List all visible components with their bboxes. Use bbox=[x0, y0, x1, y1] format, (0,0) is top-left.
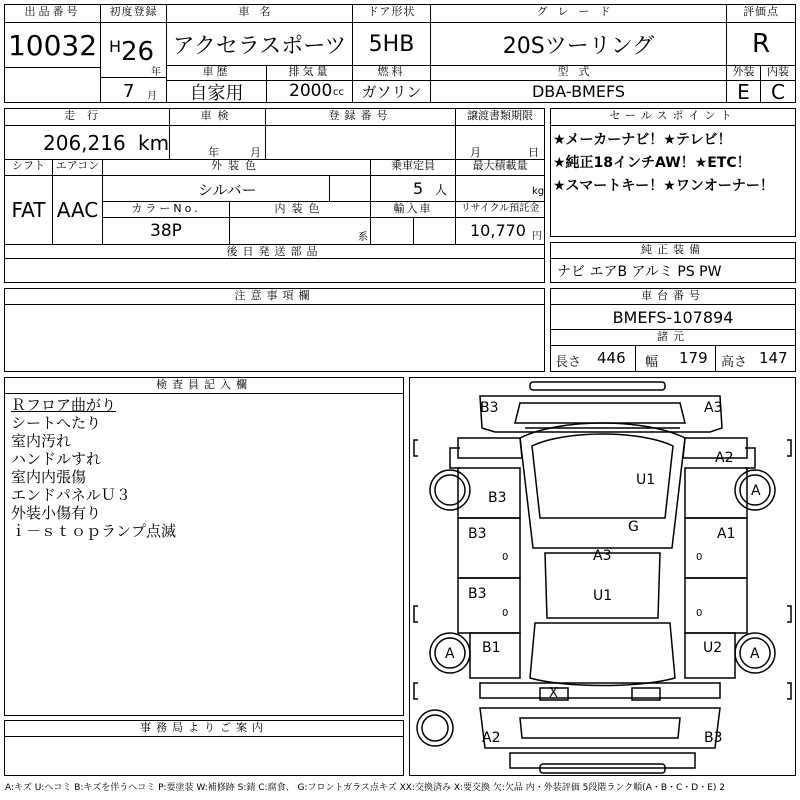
mark-a-wheel-right-top: A bbox=[751, 483, 761, 499]
recycle-label: リサイクル預託金 bbox=[456, 202, 544, 218]
ac-value: AAC bbox=[53, 176, 103, 244]
width-label: 幅 bbox=[645, 355, 659, 370]
mileage-unit: km bbox=[138, 131, 170, 155]
recycle-value: 10,770 bbox=[470, 221, 526, 240]
mileage-label: 走行 bbox=[5, 109, 170, 126]
color-label: 外装色 bbox=[103, 159, 371, 176]
disp-label: 排気量 bbox=[267, 65, 353, 81]
office-box bbox=[4, 720, 404, 776]
transfer-month-unit: 月 bbox=[470, 146, 481, 159]
chassis-value: BMEFS-107894 bbox=[551, 305, 795, 330]
inspector-line-4: ハンドルすれ bbox=[11, 450, 102, 468]
mark-u2: U2 bbox=[703, 640, 723, 656]
mark-a3-top-right: A3 bbox=[704, 400, 723, 416]
inspection-label: 車検 bbox=[170, 109, 266, 126]
length-value: 446 bbox=[597, 349, 626, 367]
capacity-value: 5 bbox=[413, 179, 424, 198]
chassis-label: 車台番号 bbox=[551, 289, 795, 305]
lot-label: 出品番号 bbox=[5, 5, 101, 23]
lot-number: 10032 bbox=[5, 23, 101, 67]
header-box bbox=[4, 4, 796, 103]
first-reg-label: 初度登録 bbox=[101, 5, 167, 23]
recycle-cell bbox=[456, 218, 544, 244]
inspector-line-5: 室内内張傷 bbox=[11, 468, 87, 486]
shift-label: シフト bbox=[5, 159, 53, 176]
detail-box bbox=[4, 108, 545, 283]
mark-u1-center: U1 bbox=[593, 588, 613, 604]
mark-b3-left: B3 bbox=[488, 490, 507, 506]
inspector-label: 検査員記入欄 bbox=[5, 378, 403, 394]
door-label: ドア形状 bbox=[353, 5, 431, 23]
dims-row bbox=[551, 346, 795, 371]
intcolor-unit: 系 bbox=[358, 232, 368, 243]
mark-zero-2: 0 bbox=[502, 608, 509, 619]
mark-a1: A1 bbox=[717, 526, 736, 542]
ext-grade: E bbox=[727, 81, 761, 102]
capacity-label: 乗車定員 bbox=[371, 159, 456, 176]
mileage-value: 206,216 bbox=[43, 131, 126, 155]
era: H bbox=[109, 37, 122, 56]
chassis-box bbox=[550, 288, 796, 372]
intcolor-label: 内装色 bbox=[230, 202, 371, 218]
disp-cell bbox=[267, 81, 353, 102]
model-value: DBA-BMEFS bbox=[431, 81, 727, 102]
mark-b3-mid-left: B3 bbox=[468, 526, 487, 542]
notes-label: 注意事項欄 bbox=[5, 289, 544, 305]
first-reg-cell bbox=[101, 23, 167, 102]
import-label: 輸入車 bbox=[371, 202, 456, 218]
mark-b3-lower-left: B3 bbox=[468, 586, 487, 602]
insp-month-unit: 月 bbox=[250, 146, 261, 159]
width-value: 179 bbox=[679, 349, 708, 367]
history-value: 自家用 bbox=[167, 81, 267, 102]
car-name: アクセラスポーツ bbox=[167, 23, 353, 65]
car-diagram bbox=[409, 377, 796, 776]
mark-zero-1: 0 bbox=[502, 552, 509, 563]
equipment-box bbox=[550, 242, 796, 283]
reg-cell bbox=[266, 126, 456, 159]
car-outline-diagram bbox=[410, 378, 795, 775]
mark-g: G bbox=[628, 519, 639, 535]
mark-u1-top: U1 bbox=[636, 472, 656, 488]
rear-parts-label: 後日発送部品 bbox=[5, 244, 544, 259]
color-cell bbox=[103, 176, 371, 202]
disp-value: 2000 bbox=[289, 81, 333, 101]
mark-a-wheel-right-bottom: A bbox=[750, 646, 760, 662]
dims-label: 諸元 bbox=[551, 330, 795, 346]
mark-a3-center: A3 bbox=[593, 548, 612, 564]
notes-box bbox=[4, 288, 545, 372]
grade-value: 20Sツーリング bbox=[431, 23, 727, 65]
sales-label: セールスポイント bbox=[551, 109, 795, 126]
fuel-value: ガソリン bbox=[353, 81, 431, 102]
insp-year-unit: 年 bbox=[208, 146, 219, 159]
inspector-line-2: シートへたり bbox=[11, 414, 102, 432]
ext-label: 外装 bbox=[727, 65, 761, 81]
load-cell bbox=[456, 176, 544, 202]
recycle-unit: 円 bbox=[532, 231, 542, 242]
transfer-label: 譲渡書類期限 bbox=[456, 109, 544, 126]
length-label: 長さ bbox=[555, 355, 582, 370]
equipment-value: ナビ エアB アルミ PS PW bbox=[557, 264, 722, 280]
legend-footer: A:キズ U:ヘコミ B:キズを伴うヘコミ P:要塗装 W:補修跡 S:錆 C:腐食、 G:フロントガラス点キズ XX:交換済み X:要交換 欠:欠品 内・外装評価 5段階ランク順(A・B・C・D・E) 2 bbox=[5, 783, 726, 793]
year: 26 bbox=[121, 37, 155, 67]
office-label: 事務局よりご案内 bbox=[5, 721, 403, 737]
sales-line-3: ★スマートキー！★ワンオーナー！ bbox=[553, 178, 774, 194]
height-value: 147 bbox=[759, 349, 788, 367]
transfer-day-unit: 日 bbox=[528, 146, 539, 159]
sales-box bbox=[550, 108, 796, 237]
disp-unit: cc bbox=[333, 87, 344, 98]
month: 7 bbox=[123, 81, 135, 102]
fuel-label: 燃料 bbox=[353, 65, 431, 81]
month-unit: 月 bbox=[147, 91, 157, 102]
color-value: シルバー bbox=[198, 181, 257, 199]
import-cell bbox=[371, 218, 456, 244]
colorno-label: カラーNo. bbox=[103, 202, 230, 218]
door-value: 5HB bbox=[353, 23, 431, 65]
inspector-box bbox=[4, 377, 404, 716]
colorno-value: 38P bbox=[103, 218, 230, 244]
reg-label: 登録番号 bbox=[266, 109, 456, 126]
mark-b3-bottom-right: B3 bbox=[704, 730, 723, 746]
mark-b3-top-left: B3 bbox=[480, 400, 499, 416]
mark-x: X bbox=[549, 686, 558, 701]
score-label: 評価点 bbox=[727, 5, 795, 23]
lot-empty bbox=[5, 67, 101, 102]
shift-value: FAT bbox=[5, 176, 53, 244]
mileage-cell bbox=[5, 126, 170, 159]
inspector-line-7: 外装小傷有り bbox=[11, 504, 102, 522]
intcolor-cell bbox=[230, 218, 371, 244]
model-label: 型式 bbox=[431, 65, 727, 81]
sales-line-2: ★純正18インチAW！★ETC！ bbox=[553, 155, 751, 171]
transfer-cell bbox=[456, 126, 544, 159]
mark-b1: B1 bbox=[482, 640, 501, 656]
int-grade: C bbox=[771, 79, 785, 104]
score-value: R bbox=[751, 29, 771, 59]
capacity-unit: 人 bbox=[435, 183, 448, 197]
sales-line-1: ★メーカーナビ！★テレビ！ bbox=[553, 132, 732, 148]
inspector-line-8: ｉ－ｓｔｏｐランプ点滅 bbox=[11, 522, 177, 540]
mark-a2-right: A2 bbox=[715, 450, 734, 466]
mark-a-wheel-left-bottom: A bbox=[445, 646, 455, 662]
load-label: 最大積載量 bbox=[456, 159, 544, 176]
grade-label: グレード bbox=[431, 5, 727, 23]
year-unit: 年 bbox=[151, 67, 161, 78]
equipment-label: 純正装備 bbox=[551, 243, 795, 259]
int-label: 内装 bbox=[761, 65, 795, 81]
mark-zero-3: 0 bbox=[696, 552, 703, 563]
ac-label: エアコン bbox=[53, 159, 103, 176]
mark-a2-bottom-left: A2 bbox=[482, 730, 501, 746]
history-label: 車歴 bbox=[167, 65, 267, 81]
inspector-line-1: Ｒフロア曲がり bbox=[11, 396, 117, 414]
inspector-line-6: エンドパネルＵ３ bbox=[11, 486, 131, 504]
rear-parts-value bbox=[5, 259, 544, 282]
inspector-line-3: 室内汚れ bbox=[11, 432, 72, 450]
mark-zero-4: 0 bbox=[696, 608, 703, 619]
height-label: 高さ bbox=[721, 355, 748, 370]
name-label: 車名 bbox=[167, 5, 353, 23]
inspection-cell bbox=[170, 126, 266, 159]
load-unit: kg bbox=[532, 186, 545, 197]
capacity-cell bbox=[371, 176, 456, 202]
